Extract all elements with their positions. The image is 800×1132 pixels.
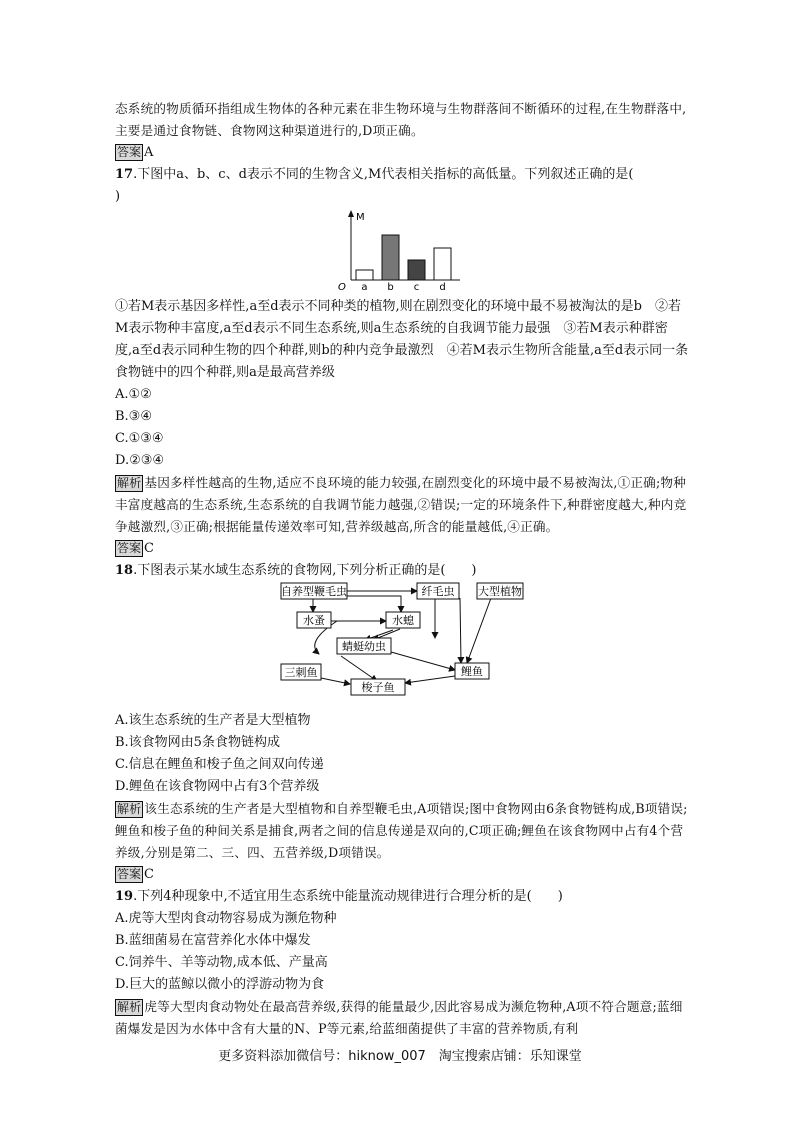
food-web-node-shui-zao [297, 612, 331, 628]
analysis-label: 解析 [117, 802, 142, 816]
answer-label: 答案 [117, 867, 142, 881]
q17-option-b: B.③④ [115, 409, 152, 424]
q17-option-d: D.②③④ [115, 453, 165, 468]
svg-text:大型植物: 大型植物 [478, 585, 522, 598]
bar-label-b: b [387, 282, 394, 293]
q18-option-c: C.信息在鲤鱼和梭子鱼之间双向传递 [115, 757, 324, 772]
svg-text:鲤鱼: 鲤鱼 [461, 665, 483, 678]
q18-analysis: 解析 该生态系统的生产者是大型植物和自养型鞭毛虫,A项错误;图中食物网由6条食物链构成,B项错误;鲤鱼和梭子鱼的种间关系是捕食,两者之间的信息传递是双向的,C项正确;鲤鱼在该食物网中占有4个营养级,分别是第二、三、四、五营养级,D项错误。 [115, 801, 688, 860]
bar-label-d: d [439, 282, 446, 293]
q18-stem: 18.下图表示某水域生态系统的食物网,下列分析正确的是( ) [115, 563, 477, 578]
y-axis-label: M [356, 212, 365, 223]
origin-label: O [338, 282, 346, 293]
svg-text:纤毛虫: 纤毛虫 [421, 585, 455, 598]
bar-label-a: a [361, 282, 368, 293]
q17-stem: 17.下图中a、b、c、d表示不同的生物含义,M代表相关指标的高低量。下列叙述正确的是( [115, 167, 634, 182]
q19-option-a: A.虎等大型肉食动物容易成为濒危物种 [115, 911, 337, 926]
q18-answer: 答案 C [117, 867, 154, 882]
q18-option-d: D.鲤鱼在该食物网中占有3个营养级 [115, 779, 320, 794]
food-web-node-goby [351, 679, 405, 695]
q17-option-a: A.①② [115, 387, 152, 402]
intro-paragraph: 态系统的物质循环指组成生物体的各种元素在非生物环境与生物群落间不断循环的过程,在生物群落中,主要是通过食物链、食物网这种渠道进行的,D项正确。 [115, 101, 687, 138]
food-web-node-carp [455, 663, 489, 679]
analysis-label: 解析 [117, 1000, 142, 1014]
q17-stem-close: ) [115, 189, 121, 204]
bar-c [408, 260, 425, 280]
q17-analysis: 解析 基因多样性越高的生物,适应不良环境的能力较强,在剧烈变化的环境中最不易被淘汰,①正确;物种丰富度越高的生态系统,生态系统的自我调节能力越强,②错误;一定的环境条件下,种群密度越大,种内竞争越激烈,③正确;根据能量传递效率可知,营养级越高,所含的能量越低,④正确。 [115, 475, 687, 534]
svg-text:梭子鱼: 梭子鱼 [361, 681, 395, 694]
food-web-node-plant [477, 583, 523, 599]
q18-options [115, 710, 690, 798]
q18-food-web-diagram [115, 582, 690, 710]
answer-label: 答案 [117, 145, 142, 159]
bar-d [434, 248, 451, 280]
food-web-svg [115, 582, 690, 710]
food-web-node-hydra [386, 612, 420, 628]
answer-16: 答案 A [117, 145, 154, 160]
svg-text:水蚤: 水蚤 [303, 614, 325, 627]
q17-answer: 答案 C [117, 541, 154, 556]
q19-option-c: C.饲养牛、羊等动物,成本低、产量高 [115, 955, 328, 970]
q17-bar-chart [115, 208, 690, 296]
food-web-node-ciliate [417, 583, 459, 599]
q18-option-a: A.该生态系统的生产者是大型植物 [115, 713, 311, 728]
bar-group [356, 235, 451, 293]
svg-text:蜻蜓幼虫: 蜻蜓幼虫 [342, 640, 386, 653]
q18-option-b: B.该食物网由5条食物链构成 [115, 735, 280, 750]
food-web-node-euglena [281, 583, 347, 599]
q19-option-d: D.巨大的蓝鲸以微小的浮游动物为食 [115, 977, 325, 992]
svg-text:水螅: 水螅 [392, 614, 414, 627]
food-web-node-dragonfly [337, 638, 391, 654]
answer-label: 答案 [117, 541, 142, 555]
q19-options [115, 908, 690, 996]
svg-text:自养型鞭毛虫: 自养型鞭毛虫 [281, 585, 347, 598]
q19-analysis: 解析 虎等大型肉食动物处在最高营养级,获得的能量最少,因此容易成为濒危物种,A项不符合题意;蓝细菌爆发是因为水体中含有大量的N、P等元素,给蓝细菌提供了丰富的营养物质,有利 [115, 999, 683, 1036]
bar-b [382, 235, 399, 280]
food-web-node-stickleback [281, 664, 321, 680]
q17-option-c: C.①③④ [115, 431, 164, 446]
q19-option-b: B.蓝细菌易在富营养化水体中爆发 [115, 933, 311, 948]
bar-chart-svg [115, 208, 690, 296]
q17-body: ①若M表示基因多样性,a至d表示不同种类的植物,则在剧烈变化的环境中最不易被淘汰的是b ②若M表示物种丰富度,a至d表示不同生态系统,则a生态系统的自我调节能力最强 ③若M表示种群密度,a至d表示同种生物的四个种群,则b的种内竞争最激烈 ④若M表示生物所含能量,a至d表示同一条食物链中的四个种群,则a是最高营养级 [115, 299, 689, 380]
analysis-label: 解析 [117, 476, 142, 490]
bar-a [356, 270, 373, 280]
svg-text:三刺鱼: 三刺鱼 [284, 666, 318, 679]
page-footer: 更多资料添加微信号：hiknow_007 淘宝搜索店铺：乐知课堂 [218, 1049, 582, 1064]
bar-label-c: c [413, 282, 420, 293]
q17-options [115, 384, 690, 472]
page-content [115, 98, 690, 1040]
q19-stem: 19.下列4种现象中,不适宜用生态系统中能量流动规律进行合理分析的是( ) [115, 889, 563, 904]
